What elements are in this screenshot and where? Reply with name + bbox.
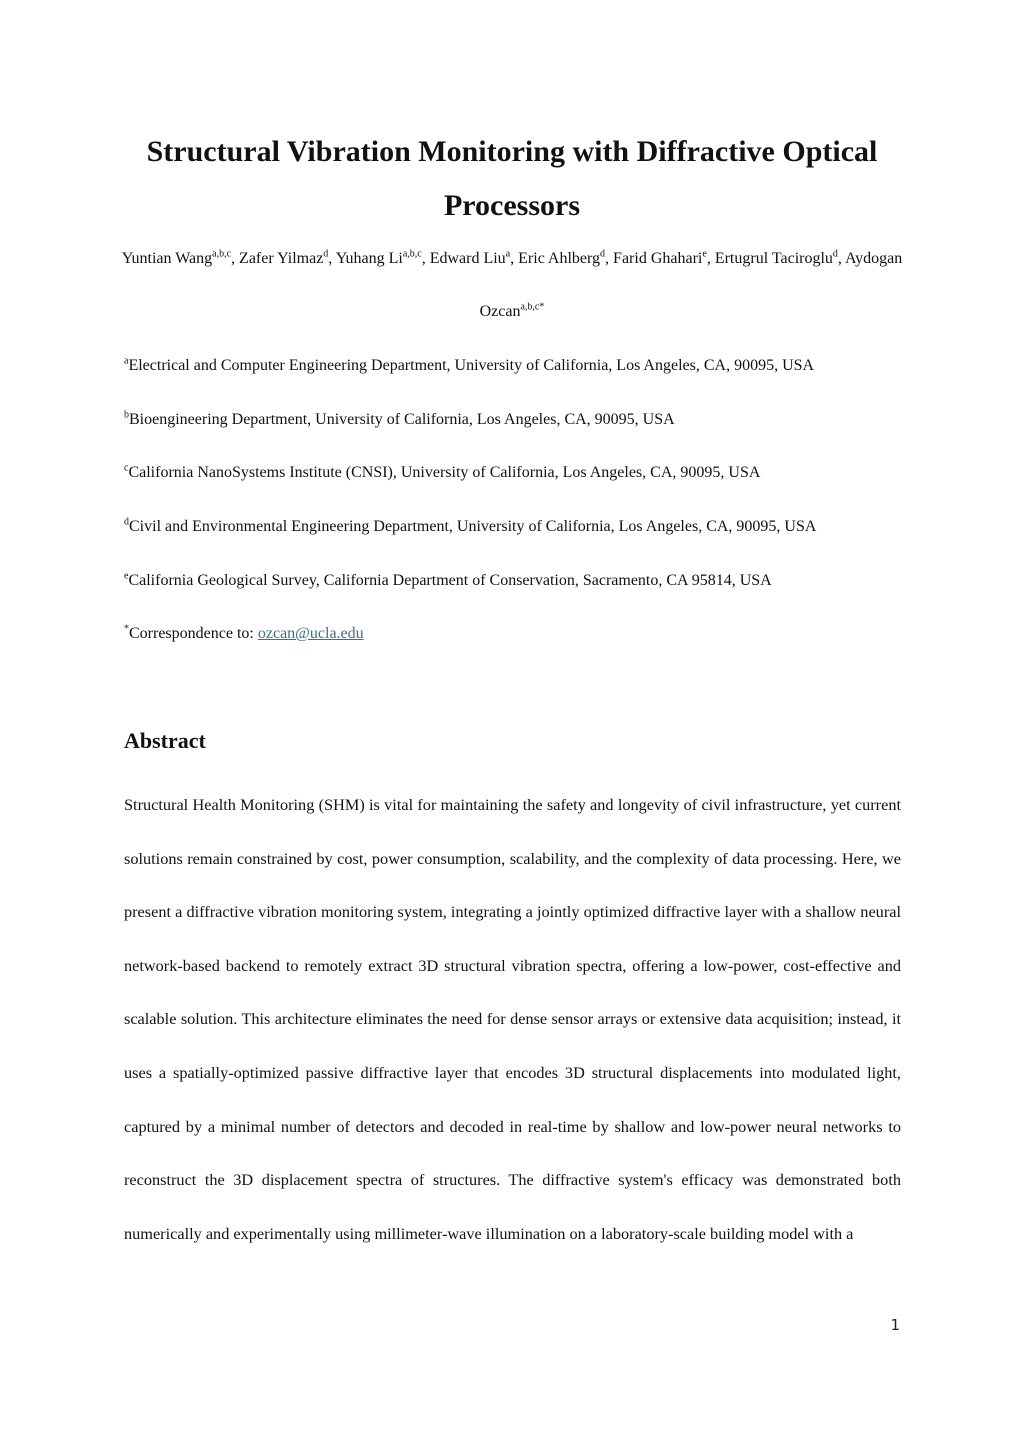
author: Farid Ghahari$^e$, — [613, 248, 715, 267]
paper-title: Structural Vibration Monitoring with Diffractive Optical Processors — [146, 135, 878, 222]
affiliation-e: $^e$California Geological Survey, California Department of Conservation, Sacramento, CA 95814, USA — [124, 570, 772, 589]
abstract-heading: Abstract — [124, 728, 206, 753]
affiliation-d: $^d$Civil and Environmental Engineering Department, University of California, Los Angeles, CA, 90095, USA — [124, 516, 817, 535]
author: Eric Ahlberg$^d$, — [518, 248, 614, 267]
author: Edward Liu$^a$, — [429, 248, 519, 267]
author: Yuntian Wang$^{a,b,c}$, — [121, 248, 240, 267]
author: Aydogan Ozcan$^{a,b,c*}$ — [479, 250, 903, 320]
email-link[interactable]: ozcan@ucla.edu — [257, 625, 364, 642]
author: Zafer Yilmaz$^d$, — [239, 248, 336, 267]
correspondence-line: *Correspondence to: ozcan@ucla.edu — [124, 623, 364, 642]
abstract-body: Structural Health Monitoring (SHM) is vital for maintaining the safety and longevity of civil infrastructure, yet current solutions remain constrained by cost, power consumption, scalability, and the complexity of data processing. Here, we present a diffractive vibration monitoring system, integrating a jointly optimized diffractive layer with a shallow neural network-based backend to remotely extract 3D structural vibration spectra, offering a low-power, cost-effective and scalable solution. This architecture eliminates the need for dense sensor arrays or extensive data acquisition; instead, it uses a spatially-optimized passive diffractive layer that encodes 3D structural displacements into modulated light, captured by a minimal number of detectors and decoded in real-time by shallow and low-power neural networks to reconstruct the 3D displacement spectra of structures. The diffractive system's efficacy was demonstrated both numerically and experimentally using millimeter-wave illumination on a laboratory-scale building model with a — [124, 795, 901, 1243]
affiliation-b: $^b$Bioengineering Department, University of California, Los Angeles, CA, 90095, USA — [124, 409, 675, 428]
author: Yuhang Li$^{a,b,c}$, — [335, 248, 430, 267]
page-number: 1 — [890, 1316, 900, 1334]
author: Ertugrul Taciroglu$^d$, — [714, 248, 846, 267]
affiliation-a: $^a$Electrical and Computer Engineering Department, University of California, Los Angeles, CA, 90095, USA — [124, 355, 815, 374]
affiliation-c: $^c$California NanoSystems Institute (CNSI), University of California, Los Angeles, CA, 90095, USA — [124, 462, 761, 481]
author-list — [90, 232, 934, 338]
